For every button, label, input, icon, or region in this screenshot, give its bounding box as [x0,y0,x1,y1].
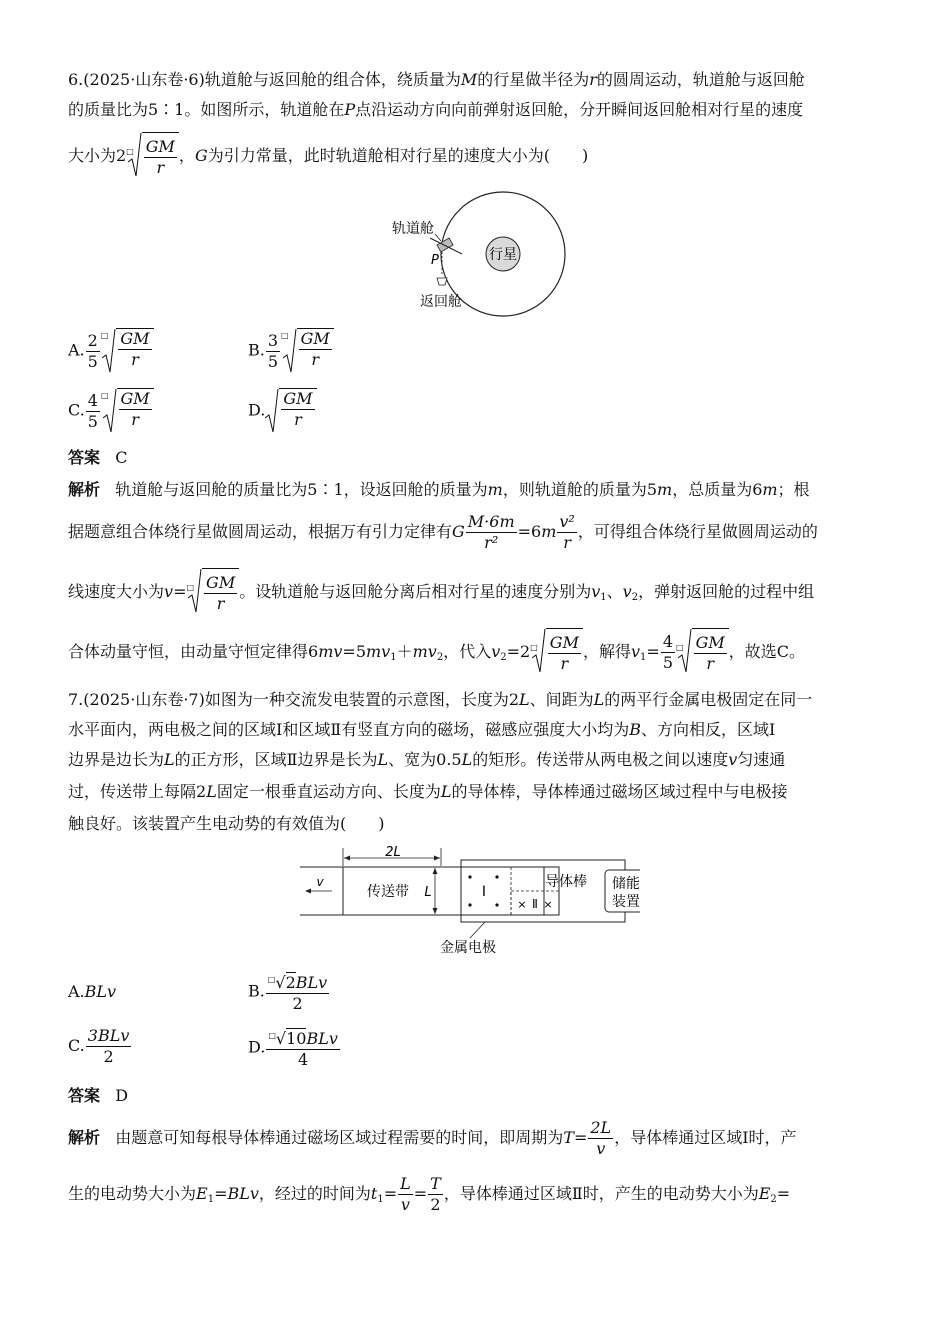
sqrt-gm-r: □ $\frac{GM}{r}$ [281,328,334,374]
text: 。设轨道舱与返回舱分离后相对行星的速度分别为 [239,582,592,601]
text: 固定一根垂直运动方向、长度为 [216,782,441,801]
option-label: D. [248,1037,266,1057]
var-v: v [728,750,738,769]
var-E1: E [196,1184,208,1203]
frac-den: r [131,410,139,429]
frac-den: r² [484,533,499,552]
option-label: B. [248,340,265,360]
frac-num: GM [300,329,330,348]
frac-den: r [706,654,714,673]
var-L: L [206,782,217,801]
frac-num: v² [559,512,575,531]
text: ，经过的时间为 [258,1184,371,1203]
text: =5 [342,642,366,661]
var-v1: v [591,582,601,601]
text: 生的电动势大小为 [68,1184,197,1203]
text: ，导体棒通过区域Ⅱ时，产生的电动势大小为 [443,1184,759,1203]
storage-label: 装置 [612,894,640,910]
text: ，导体棒通过区域Ⅰ时，产 [614,1128,797,1147]
q7-option-b[interactable]: B. $\frac{^□√2BLv}{2}$ [248,970,330,1014]
var-B: B [629,720,641,739]
var-m: m [762,480,778,499]
var-v1: v [630,642,641,661]
q6-analysis-line2 [68,510,818,554]
frac-den: r [563,533,571,552]
generator-figure [300,846,640,958]
text: 为引力常量，此时轨道舱相对行星的速度大小为( ) [207,146,589,165]
text: 边界是边长为 [68,750,165,769]
var-E2: E [758,1184,771,1203]
var-M: M [460,70,478,89]
frac-den: r [131,350,139,369]
var-v2: v [491,642,501,661]
text: ＋ [396,642,413,661]
q7-stem-line3 [68,748,785,772]
answer-label: 答案 [68,448,101,467]
var-G: G [452,522,465,541]
q7-stem-line5 [68,812,385,836]
radicand: 2 [285,973,296,992]
frac-den: 5 [87,351,98,371]
var-L: L [440,782,452,801]
var-m: m [541,522,557,541]
dim-L-label: L [424,885,432,900]
var-v: v [164,582,174,601]
answer-label: 答案 [68,1086,101,1105]
q7-stem-line4 [68,780,787,804]
capsule-icon [437,278,447,285]
var-L: L [461,750,473,769]
orbit-figure [380,188,580,318]
region-2-label: Ⅱ [532,897,538,911]
frac-den: 2 [103,1047,114,1066]
text: 的圆周运动，轨道舱与返回舱 [596,70,805,89]
text: =2 [506,642,531,661]
q6-stem-line3: 大小为2 □ $\frac{GM}{r}$ ，G为引力常量，此时轨道舱相对行星的速度大小为( ) [68,132,588,181]
text: ，则轨道舱的质量为5 [502,480,658,499]
frac-den: v [596,1139,606,1158]
frac-den: v [400,1195,410,1214]
radicand: 10 [286,1029,307,1048]
frac-num: 4 [662,632,673,651]
answer-value: D [115,1086,129,1105]
q6-option-d[interactable] [248,388,317,434]
planet-label: 行星 [489,247,517,263]
frac-num: L [400,1174,411,1193]
frac-den: r [294,410,302,429]
var-G: G [194,146,208,165]
q6-stem-line2 [68,98,803,122]
var-L: L [164,750,175,769]
text: 据题意组合体绕行星做圆周运动，根据万有引力定律有 [68,522,453,541]
frac-den: 2 [292,994,303,1013]
text: = [173,582,187,601]
text: 6.(2025·山东卷·6)轨道舱与返回舱的组合体，绕质量为 [68,70,461,89]
option-label: B. [248,981,265,1001]
q7-option-a[interactable] [68,980,116,1004]
text: = [383,1184,398,1203]
cross-mark: × [517,898,527,911]
text: = [776,1184,791,1203]
frac-num: GM [695,633,725,652]
var-L: L [519,690,530,709]
var-mv1: mv [366,642,391,661]
var-r: r [589,70,597,89]
q6-option-c[interactable] [68,388,154,434]
var-T: T [563,1128,574,1147]
rod-label: 导体棒 [545,874,587,890]
text: ，故选C。 [728,642,805,661]
var-L: L [593,690,605,709]
text: 的质量比为5∶1。如图所示，轨道舱在 [68,100,345,119]
frac-num: 2L [590,1118,612,1137]
frac-den: 2 [430,1195,441,1214]
text: ，代入 [443,642,492,661]
text: 点沿运动方向向前弹射返回舱，分开瞬间返回舱相对行星的速度 [355,100,804,119]
sqrt-gm-r: □ $\frac{GM}{r}$ [676,628,729,677]
frac-num: GM [283,389,313,408]
belt-label: 传送带 [367,884,409,900]
frac-num: BLv [306,1029,338,1048]
frac-den: r [311,350,319,369]
frac-num: GM [549,633,579,652]
q6-option-a[interactable] [68,328,154,374]
var-L: L [377,750,389,769]
option-label: A. [68,340,85,360]
frac-den: 5 [267,351,279,371]
text: = [646,642,660,661]
text: 合体动量守恒，由动量守恒定律得6 [68,642,319,661]
sqrt-gm-r: □ $\frac{GM}{r}$ [126,132,179,181]
orbiter-leader [435,234,441,241]
var-BLv: BLv [227,1184,259,1203]
frac-den: r [216,594,225,613]
capsule-label: 返回舱 [420,294,462,310]
text: 轨道舱与返回舱的质量比为5∶1，设返回舱的质量为 [115,480,488,499]
text: 过，传送带上每隔2 [68,782,207,801]
electrode-label: 金属电极 [440,940,496,956]
option-label: C. [68,1036,85,1055]
velocity-label: v [316,875,324,889]
text: 、宽为0.5 [388,750,462,769]
text: ，可得组合体绕行星做圆周运动的 [577,522,818,541]
text: = [413,1184,428,1203]
var-P: P [344,100,356,119]
option-label: A. [68,982,85,1001]
storage-label: 储能 [612,876,640,892]
frac-den: 4 [298,1050,309,1069]
q6-stem-line1 [68,68,805,92]
sqrt-gm-r: □ $\frac{GM}{r}$ [186,568,239,617]
frac-num: 2 [87,330,98,350]
var-m: m [487,480,503,499]
text: 、方向相反，区域Ⅰ [640,720,776,739]
q7-stem-line1 [68,688,812,712]
q7-option-d[interactable]: D. $\frac{^□√10BLv}{4}$ [248,1026,341,1070]
q6-option-b[interactable] [248,328,334,374]
text: 7.(2025·山东卷·7)如图为一种交流发电装置的示意图，长度为2 [68,690,520,709]
text: ，弹射返回舱的过程中组 [638,582,815,601]
q7-analysis-line2: 生的电动势大小为$E_1=BLv$，经过的时间为$t_1=$ $\frac{L}{v}$ = $\frac{T}{2}$ ，导体棒通过区域Ⅱ时，产生的电动势大小为$E_2=$ [68,1174,791,1214]
frac-num: 3BLv [87,1026,130,1045]
sqrt-gm-r: □ $\frac{GM}{r}$ [101,388,154,434]
sqrt-gm-r: □ $\frac{GM}{r}$ [530,628,583,677]
orbiter-label: 轨道舱 [392,221,434,237]
text: 的正方形，区域Ⅱ边界是长为 [174,750,378,769]
orbiter-icon [430,238,462,254]
text: ；根 [777,480,810,499]
text: 的导体棒，导体棒通过磁场区域过程中与电极接 [451,782,788,801]
analysis-label: 解析 [68,1128,101,1147]
analysis-label: 解析 [68,480,101,499]
q7-answer [68,1084,128,1108]
q6-analysis-line4: 合体动量守恒，由动量守恒定律得$6mv=5mv_1+mv_2$，代入$v_2=2$ □ $\frac{GM}{r}$ ，解得$v_1=$ $\frac{4}{5}$ □ $\frac{GM}{r}$ ，故选C。 [68,628,805,682]
answer-value: C [115,448,128,467]
text: 的行星做半径为 [477,70,590,89]
frac-num: GM [120,329,150,348]
frac-den: r [156,158,165,177]
var-m: m [657,480,673,499]
frac-num: 3 [267,330,279,350]
point-P-label: P [431,253,439,268]
text: 由题意可知每根导体棒通过磁场区域过程需要的时间，即周期为 [115,1128,564,1147]
var-v2: v [622,582,632,601]
frac-den: r [560,654,569,673]
frac-num: M·6m [467,512,515,531]
text: 大小为2 [68,146,127,165]
sqrt-gm-r: □ $\frac{GM}{r}$ [101,328,154,374]
frac-den: 5 [87,411,98,431]
region-1-label: Ⅰ [481,884,487,900]
option-label: C. [68,400,85,420]
text: 的矩形。传送带从两电极之间以速度 [472,750,729,769]
option-value: BLv [84,982,117,1001]
frac-num: GM [206,573,236,592]
option-label: D. [248,400,266,420]
var-t1: t [370,1184,378,1203]
frac-num: GM [120,389,150,408]
q6-analysis-line3: 线速度大小为v= □ $\frac{GM}{r}$ 。设轨道舱与返回舱分离后相对行星的速度分别为$v_1$、$v_2$，弹射返回舱的过程中组 [68,568,814,622]
frac-num: 4 [87,390,98,410]
q7-stem-line2 [68,718,775,742]
text: 、间距为 [529,690,594,709]
q7-option-c[interactable] [68,1026,132,1067]
q6-analysis-line1 [68,478,810,502]
text: ，解得 [582,642,631,661]
var-mv: mv [318,642,343,661]
text: 触良好。该装置产生电动势的有效值为( ) [68,814,385,833]
frac-num: BLv [295,973,328,992]
text: = [214,1184,228,1203]
text: =6 [517,522,542,541]
frac-den: 5 [662,653,673,672]
text: 水平面内，两电极之间的区域Ⅰ和区域Ⅱ有竖直方向的磁场，磁感应强度大小均为 [68,720,630,739]
text: = [573,1128,588,1147]
q7-analysis-line1 [68,1114,797,1162]
text: 匀速通 [737,750,786,769]
frac-num: T [430,1174,441,1193]
text: 线速度大小为 [68,582,165,601]
var-mv2: mv [412,642,437,661]
text: ，总质量为6 [672,480,763,499]
sqrt-gm-r [265,388,316,434]
frac-num: GM [145,137,175,156]
q6-answer [68,446,128,470]
text: 的两平行金属电极固定在同一 [604,690,813,709]
cross-mark: × [543,898,553,911]
dim-2L-label: 2L [385,846,401,860]
